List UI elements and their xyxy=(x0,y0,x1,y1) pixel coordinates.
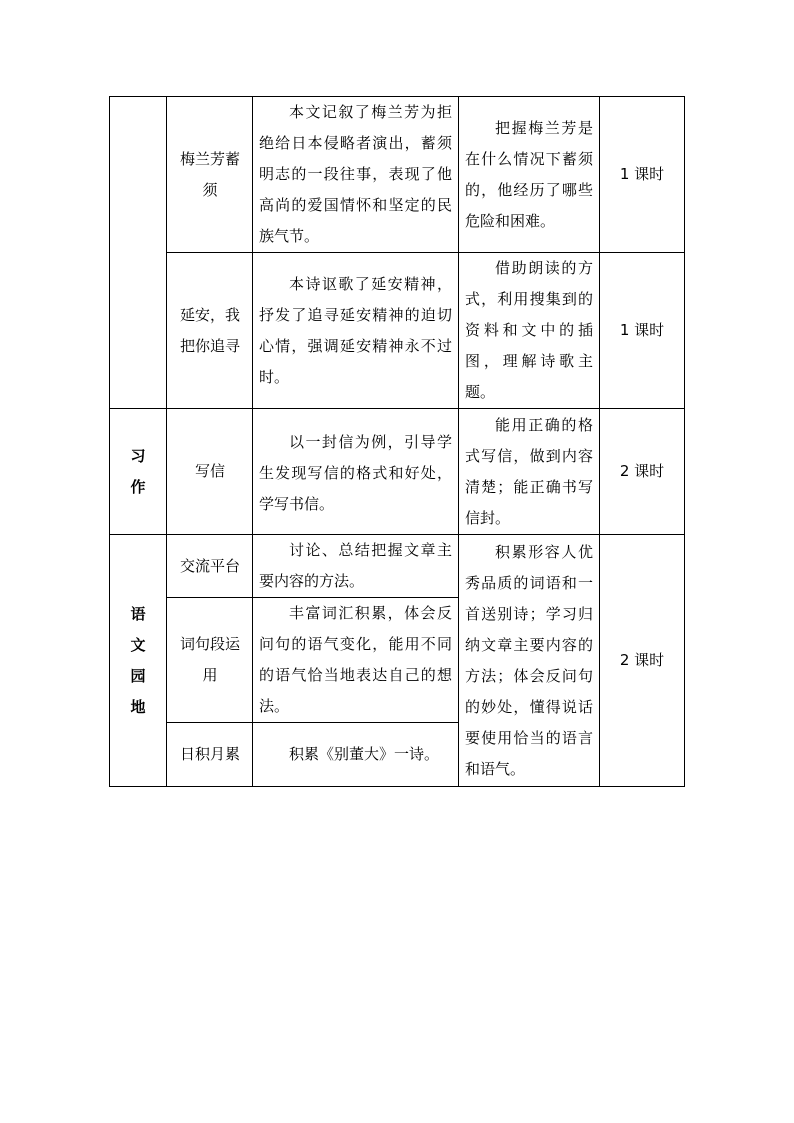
unit-cell xyxy=(110,535,167,787)
unit-cell xyxy=(110,409,167,535)
content-text: 本诗讴歌了延安精神，抒发了追寻延安精神的迫切心情，强调延安精神永不过时。 xyxy=(259,274,452,386)
goal-cell xyxy=(459,409,600,535)
table-row xyxy=(110,253,685,409)
lesson-name-cell xyxy=(167,97,253,253)
hours-text: 1 课时 xyxy=(619,321,665,339)
goal-cell xyxy=(459,253,600,409)
content-cell xyxy=(253,535,459,598)
content-text: 本文记叙了梅兰芳为拒绝给日本侵略者演出，蓄须明志的一段往事，表现了他高尚的爱国情怀和坚定的民族气节。 xyxy=(259,103,452,245)
content-text: 积累《别董大》一诗。 xyxy=(289,745,440,763)
table-row xyxy=(110,535,685,598)
content-text: 以一封信为例，引导学生发现写信的格式和好处，学写书信。 xyxy=(259,433,452,513)
goal-text: 积累形容人优秀品质的词语和一首送别诗；学习归纳文章主要内容的方法；体会反问句的妙处，懂得说话要使用恰当的语言和语气。 xyxy=(465,542,593,778)
hours-text: 2 课时 xyxy=(619,462,665,480)
hours-text: 1 课时 xyxy=(619,165,665,183)
lesson-name: 梅兰芳蓄须 xyxy=(179,149,240,199)
goal-text: 借助朗读的方式，利用搜集到的资料和文中的插图，理解诗歌主题。 xyxy=(465,259,593,401)
hours-cell xyxy=(600,535,685,787)
unit-label: 习作 xyxy=(130,446,146,496)
content-text: 丰富词汇积累，体会反问句的语气变化，能用不同的语气恰当地表达自己的想法。 xyxy=(259,604,452,715)
lesson-name: 日积月累 xyxy=(179,745,240,763)
content-cell xyxy=(253,97,459,253)
hours-cell xyxy=(600,97,685,253)
unit-cell-empty xyxy=(110,97,167,409)
content-cell xyxy=(253,253,459,409)
table-row xyxy=(110,97,685,253)
hours-cell xyxy=(600,253,685,409)
unit-label: 语文园地 xyxy=(130,604,146,716)
goal-text: 把握梅兰芳是在什么情况下蓄须的，他经历了哪些危险和困难。 xyxy=(465,118,593,230)
content-cell xyxy=(253,598,459,723)
lesson-name-cell xyxy=(167,535,253,598)
lesson-name-cell xyxy=(167,253,253,409)
lesson-name-cell xyxy=(167,723,253,787)
table-row xyxy=(110,409,685,535)
lesson-name: 写信 xyxy=(194,462,225,480)
lesson-name: 词句段运用 xyxy=(179,635,240,684)
hours-cell xyxy=(600,409,685,535)
goal-cell xyxy=(459,535,600,787)
hours-text: 2 课时 xyxy=(619,651,665,669)
content-text: 讨论、总结把握文章主要内容的方法。 xyxy=(259,541,452,590)
content-cell xyxy=(253,723,459,787)
lesson-name-cell xyxy=(167,409,253,535)
lesson-name-cell xyxy=(167,598,253,723)
goal-cell xyxy=(459,97,600,253)
lesson-name: 交流平台 xyxy=(179,556,240,575)
lesson-name: 延安，我把你追寻 xyxy=(179,305,240,355)
lesson-plan-table xyxy=(109,96,685,787)
goal-text: 能用正确的格式写信，做到内容清楚；能正确书写信封。 xyxy=(465,415,593,527)
content-cell xyxy=(253,409,459,535)
